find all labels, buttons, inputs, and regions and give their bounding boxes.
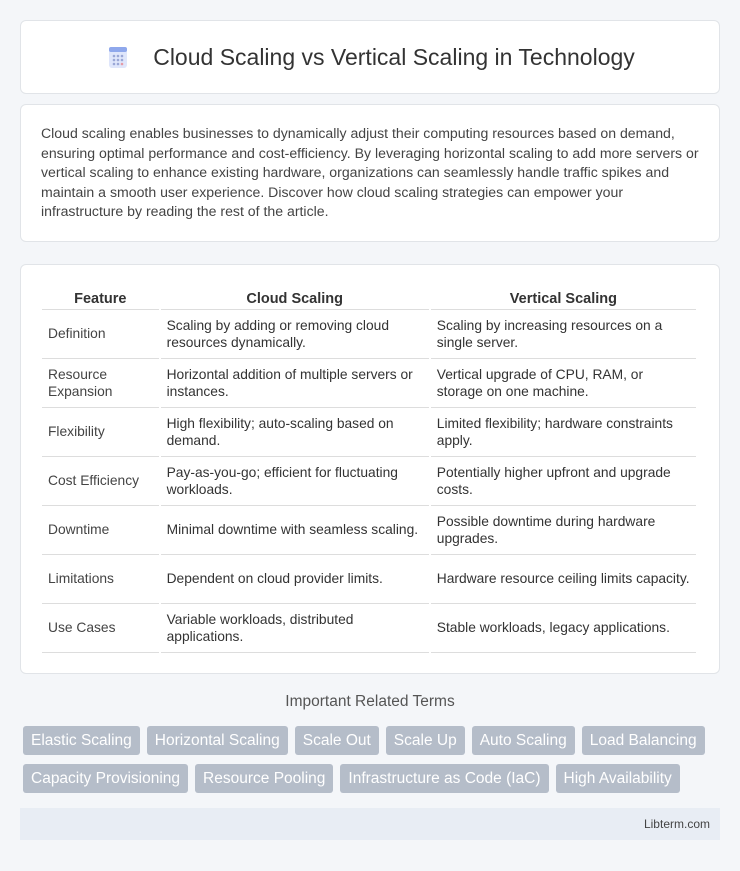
cloud-scaling-cell: Variable workloads, distributed applications.	[161, 604, 429, 653]
related-terms-tags	[23, 726, 723, 793]
feature-cell: Downtime	[42, 506, 159, 555]
tag-high-availability[interactable]: High Availability	[556, 764, 680, 793]
tag-load-balancing[interactable]: Load Balancing	[582, 726, 705, 755]
table-row	[42, 604, 696, 653]
vertical-scaling-cell: Stable workloads, legacy applications.	[431, 604, 696, 653]
table-row	[42, 408, 696, 457]
tag-auto-scaling[interactable]: Auto Scaling	[472, 726, 575, 755]
feature-cell: Limitations	[42, 555, 159, 604]
feature-cell: Flexibility	[42, 408, 159, 457]
tag-horizontal-scaling[interactable]: Horizontal Scaling	[147, 726, 288, 755]
tag-elastic-scaling[interactable]: Elastic Scaling	[23, 726, 140, 755]
related-terms-section	[0, 693, 740, 711]
cloud-scaling-cell: High flexibility; auto-scaling based on demand.	[161, 408, 429, 457]
table-row	[42, 310, 696, 359]
column-header-cloud-scaling: Cloud Scaling	[161, 285, 429, 310]
page-title: Cloud Scaling vs Vertical Scaling in Technology	[153, 43, 635, 70]
table-row	[42, 555, 696, 604]
table-header-row	[42, 285, 696, 310]
cloud-scaling-cell: Horizontal addition of multiple servers or instances.	[161, 359, 429, 408]
column-header-vertical-scaling: Vertical Scaling	[431, 285, 696, 310]
comparison-table	[40, 285, 698, 653]
feature-cell: Definition	[42, 310, 159, 359]
tag-scale-out[interactable]: Scale Out	[295, 726, 379, 755]
table-row	[42, 457, 696, 506]
cloud-scaling-cell: Dependent on cloud provider limits.	[161, 555, 429, 604]
vertical-scaling-cell: Limited flexibility; hardware constraints apply.	[431, 408, 696, 457]
footer	[20, 808, 720, 840]
vertical-scaling-cell: Possible downtime during hardware upgrades.	[431, 506, 696, 555]
feature-cell: Resource Expansion	[42, 359, 159, 408]
vertical-scaling-cell: Hardware resource ceiling limits capacity.	[431, 555, 696, 604]
title-card	[20, 20, 720, 94]
document-icon	[105, 44, 131, 70]
footer-source-link[interactable]: Libterm.com	[643, 817, 710, 831]
feature-cell: Cost Efficiency	[42, 457, 159, 506]
cloud-scaling-cell: Scaling by adding or removing cloud resources dynamically.	[161, 310, 429, 359]
vertical-scaling-cell: Potentially higher upfront and upgrade costs.	[431, 457, 696, 506]
table-row	[42, 506, 696, 555]
tag-infrastructure-as-code[interactable]: Infrastructure as Code (IaC)	[340, 764, 548, 793]
cloud-scaling-cell: Pay-as-you-go; efficient for fluctuating workloads.	[161, 457, 429, 506]
intro-card	[20, 104, 720, 242]
tag-scale-up[interactable]: Scale Up	[386, 726, 465, 755]
tag-capacity-provisioning[interactable]: Capacity Provisioning	[23, 764, 188, 793]
vertical-scaling-cell: Vertical upgrade of CPU, RAM, or storage on one machine.	[431, 359, 696, 408]
column-header-feature: Feature	[42, 285, 159, 310]
feature-cell: Use Cases	[42, 604, 159, 653]
comparison-card	[20, 264, 720, 674]
vertical-scaling-cell: Scaling by increasing resources on a single server.	[431, 310, 696, 359]
related-terms-heading: Important Related Terms	[285, 693, 455, 710]
cloud-scaling-cell: Minimal downtime with seamless scaling.	[161, 506, 429, 555]
tag-resource-pooling[interactable]: Resource Pooling	[195, 764, 333, 793]
table-row	[42, 359, 696, 408]
intro-paragraph: Cloud scaling enables businesses to dynamically adjust their computing resources based on demand, ensuring optimal performance and cost-efficiency. By leveraging horizontal scaling to add more servers or vertical scaling to enhance existing hardware, organizations can seamlessly handle traffic spikes and maintain a smooth user experience. Discover how cloud scaling strategies can empower your infrastructure by reading the rest of the article.	[41, 125, 699, 220]
